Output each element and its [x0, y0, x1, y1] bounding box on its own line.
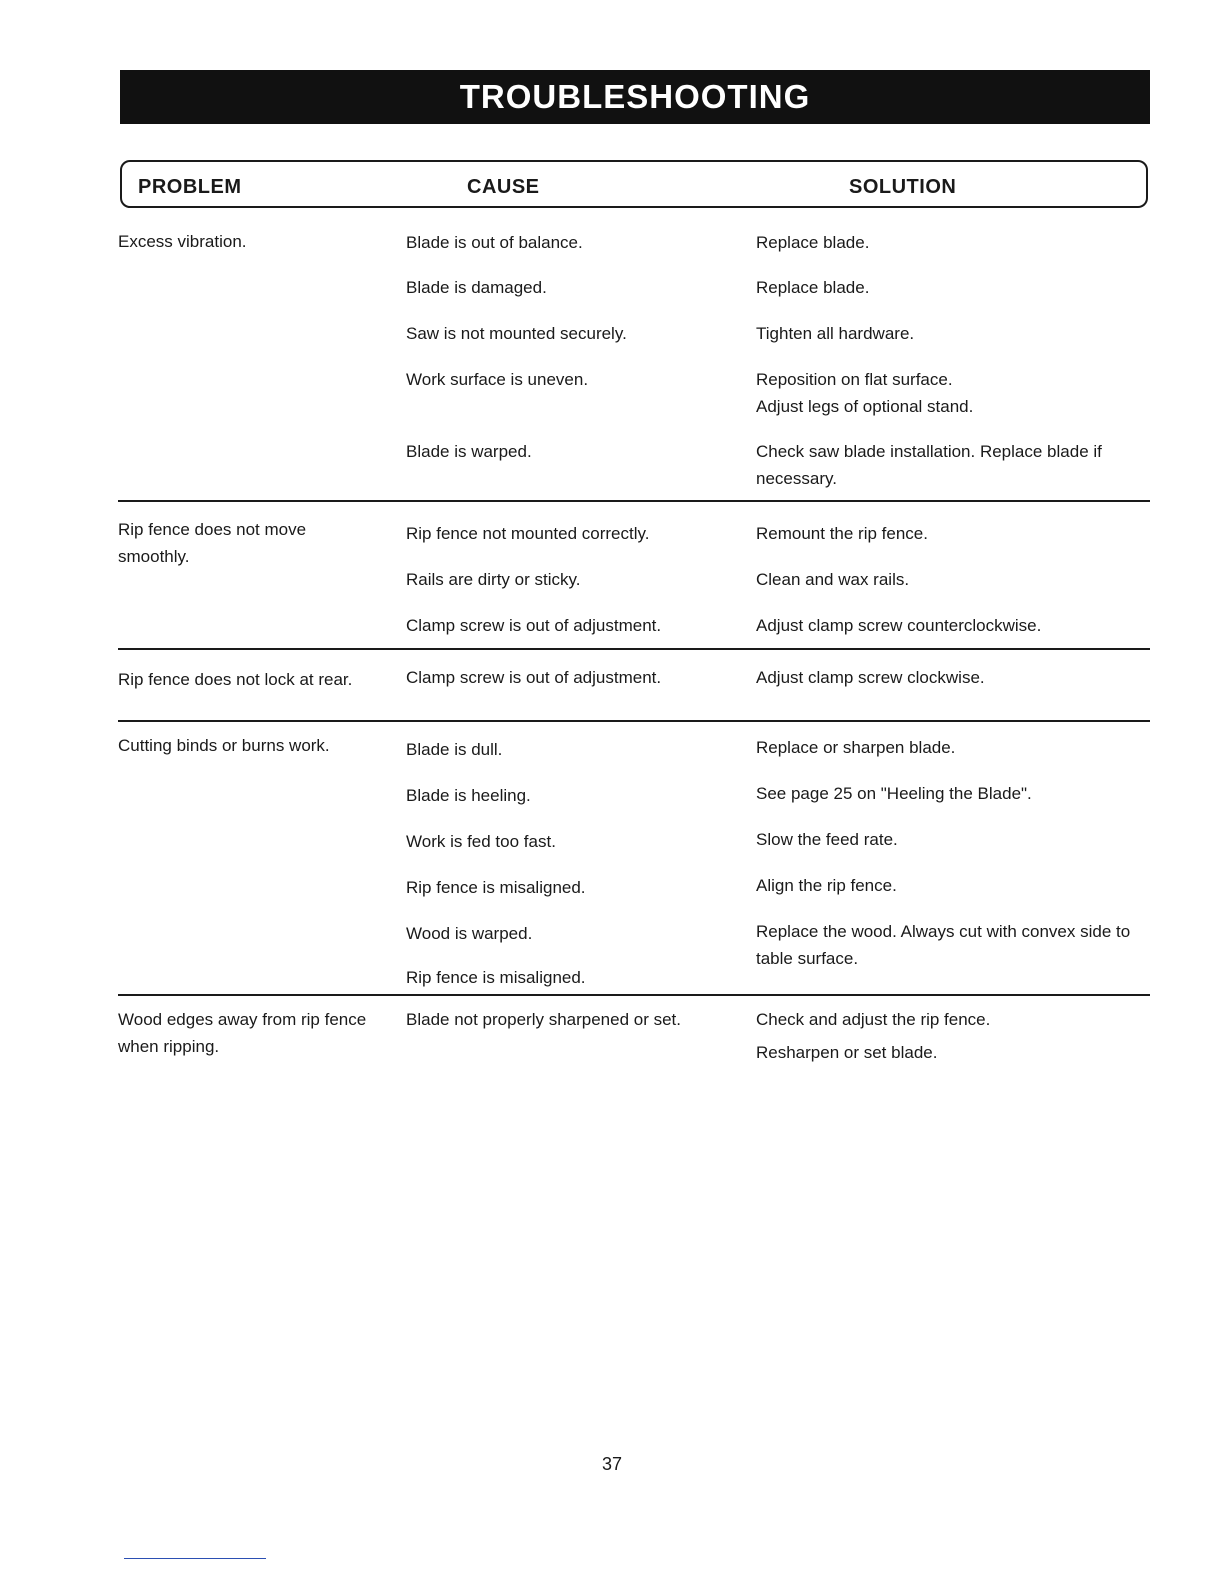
solution-text-line-2: Adjust legs of optional stand. — [756, 397, 974, 416]
cause-text: Rails are dirty or sticky. — [406, 570, 581, 589]
cause-text: Blade not properly sharpened or set. — [406, 1010, 682, 1029]
cause-text: Rip fence not mounted correctly. — [406, 524, 650, 543]
footer-rule — [124, 1558, 266, 1559]
page-title: TROUBLESHOOTING — [459, 78, 811, 115]
cause-text: Blade is warped. — [406, 442, 532, 461]
solution-text-line-2: Resharpen or set blade. — [756, 1043, 938, 1062]
header-cause: CAUSE — [467, 176, 540, 198]
cause-text: Work is fed too fast. — [406, 832, 556, 851]
solution-text: Remount the rip fence. — [756, 524, 928, 543]
cause-text: Blade is heeling. — [406, 786, 531, 805]
cause-text: Clamp screw is out of adjustment. — [406, 616, 662, 635]
section-cutting-binds — [118, 720, 1150, 996]
section-rip-fence-lock — [118, 648, 1150, 722]
solution-text: Clean and wax rails. — [756, 570, 910, 589]
title-banner — [120, 70, 1150, 124]
solution-text: Check saw blade installation. Replace blade if necessary. — [756, 442, 1102, 488]
solution-text: Adjust clamp screw counterclockwise. — [756, 616, 1042, 635]
solution-text: Replace blade. — [756, 233, 870, 252]
problem-text: Rip fence does not lock at rear. — [118, 670, 353, 689]
solution-text: Align the rip fence. — [756, 876, 897, 895]
solution-text: Replace or sharpen blade. — [756, 738, 956, 757]
section-rip-fence-smooth — [118, 500, 1150, 650]
table-header — [120, 160, 1148, 208]
cause-text: Rip fence is misaligned. — [406, 968, 586, 987]
cause-text: Rip fence is misaligned. — [406, 878, 586, 897]
cause-text: Saw is not mounted securely. — [406, 324, 627, 343]
problem-text: Excess vibration. — [118, 232, 247, 251]
problem-text: Cutting binds or burns work. — [118, 736, 330, 755]
solution-text: Slow the feed rate. — [756, 830, 898, 849]
solution-text: Check and adjust the rip fence. — [756, 1010, 991, 1029]
cause-text: Blade is out of balance. — [406, 233, 583, 252]
solution-text: Replace the wood. Always cut with convex side to table surface. — [756, 922, 1131, 968]
solution-text: Reposition on flat surface. — [756, 370, 953, 389]
page-number: 37 — [601, 1454, 623, 1474]
header-problem: PROBLEM — [138, 176, 242, 198]
section-excess-vibration — [118, 228, 1150, 500]
solution-text: Replace blade. — [756, 278, 870, 297]
header-solution: SOLUTION — [849, 176, 957, 198]
problem-text: Wood edges away from rip fence when ripping. — [118, 1010, 367, 1056]
section-wood-edges — [118, 994, 1150, 1076]
problem-text: Rip fence does not move smoothly. — [118, 520, 307, 566]
cause-text: Clamp screw is out of adjustment. — [406, 668, 662, 687]
solution-text: Tighten all hardware. — [756, 324, 915, 343]
cause-text: Blade is dull. — [406, 740, 503, 759]
cause-text: Blade is damaged. — [406, 278, 547, 297]
solution-text: See page 25 on "Heeling the Blade". — [756, 784, 1032, 803]
cause-text: Wood is warped. — [406, 924, 533, 943]
solution-text: Adjust clamp screw clockwise. — [756, 668, 985, 687]
cause-text: Work surface is uneven. — [406, 370, 589, 389]
